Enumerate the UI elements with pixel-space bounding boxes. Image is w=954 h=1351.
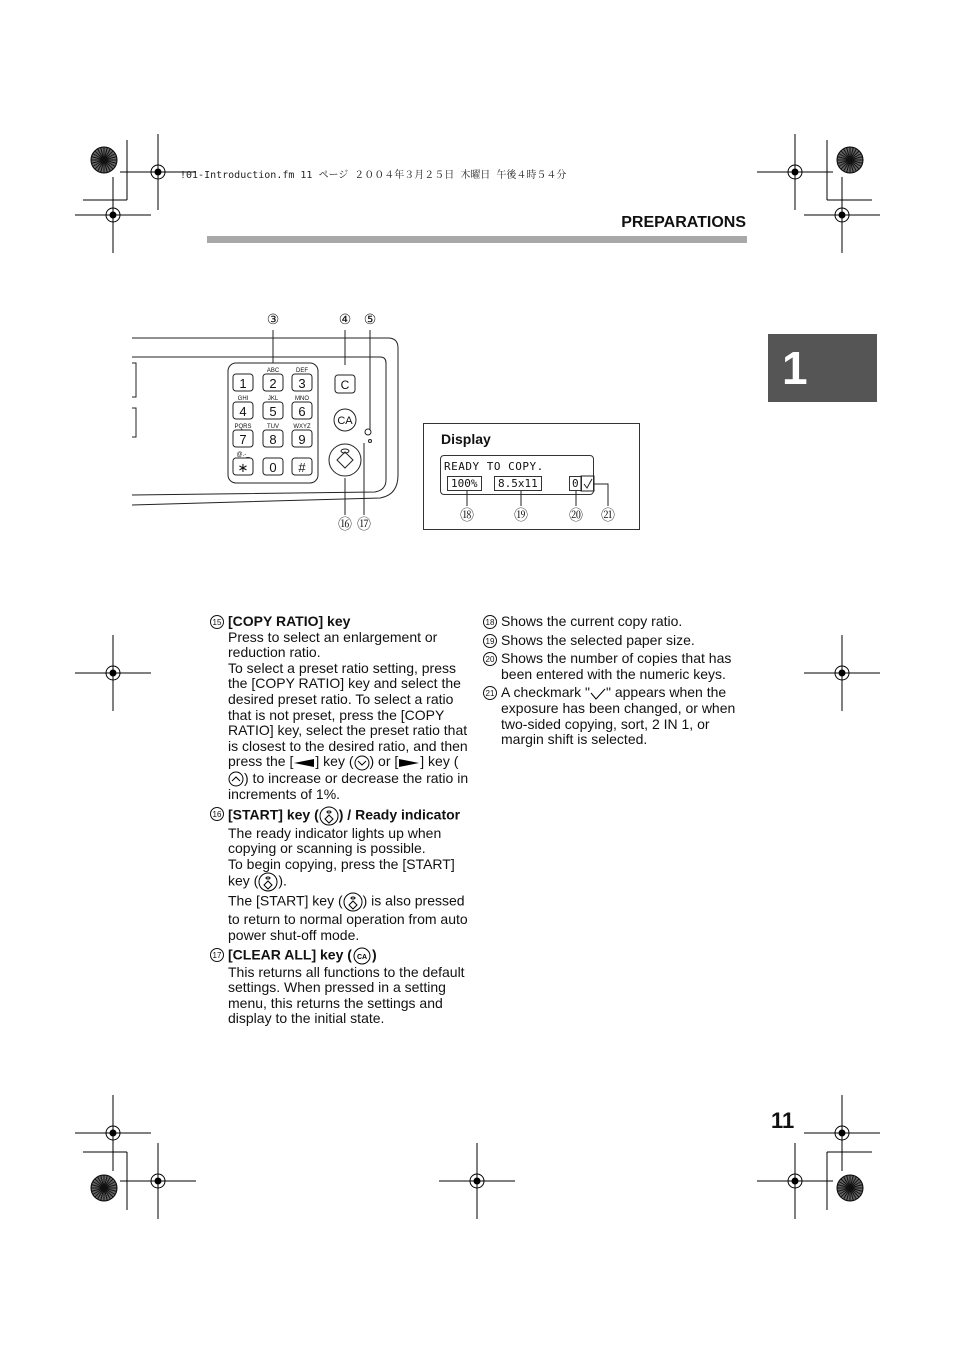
- lcd-copies: 0: [569, 476, 582, 491]
- item-text: Shows the selected paper size.: [501, 631, 695, 648]
- keypad-letters: MNO: [295, 396, 309, 402]
- keypad-key-label: 4: [239, 404, 247, 419]
- item-text: A checkmark " " appears when the exposure has been changed, or when two-sided copying, sort, 2 IN 1, or margin shift is selected.: [501, 684, 736, 748]
- crosshair-mark: [75, 635, 151, 711]
- header-rule: [207, 236, 747, 243]
- callout-18: ⑱: [460, 507, 474, 523]
- clear-all-key: CA: [337, 415, 353, 427]
- item-number: 21: [483, 686, 497, 700]
- item-text: To select a preset ratio setting, press the [COPY RATIO] key and select the desired preset ratio. To select a ratio that is not preset, press the [COPY RATIO] key, select the preset ratio that is closest to the desired ratio, and then press the [ ] key ( ) or [ ] key () to increase or decrease the ratio in increments of 1%.: [228, 659, 469, 802]
- item-ratio-display: [483, 614, 738, 630]
- crosshair-mark: [804, 635, 880, 711]
- print-header: !01-Introduction.fm 11 ページ ２００４年３月２５日 木曜日 午後４時５４分: [180, 170, 567, 181]
- keypad-key-label: 2: [269, 376, 277, 391]
- item-number: 20: [483, 652, 497, 666]
- crosshair-mark: [757, 1143, 833, 1219]
- callout-5: ⑤: [363, 311, 377, 327]
- callout-4: ④: [338, 311, 352, 327]
- keypad-key-label: ∗: [237, 460, 249, 475]
- rosette-mark: [837, 147, 863, 173]
- keypad-key-label: 6: [298, 404, 306, 419]
- callout-20: ⑳: [569, 507, 583, 523]
- item-checkmark-display: [483, 685, 738, 747]
- keypad-key-label: 7: [239, 432, 247, 447]
- svg-text:CA: CA: [356, 953, 367, 961]
- keypad-letters: @.-_: [236, 452, 250, 458]
- callout-19: ⑲: [514, 507, 528, 523]
- keypad-letters: ABC: [266, 368, 280, 374]
- item-number: 19: [483, 634, 497, 648]
- description-right-column: [483, 614, 738, 751]
- item-text: Press to select an enlargement or reduction ratio.: [228, 628, 438, 661]
- crosshair-mark: [75, 177, 151, 253]
- item-copies-display: [483, 651, 738, 682]
- checkmark-icon: [590, 688, 606, 700]
- item-text: To begin copying, press the [START] key ( ).: [228, 857, 472, 893]
- keypad-letters: PQRS: [234, 424, 252, 430]
- item-text: This returns all functions to the default settings. When pressed in a setting menu, this returns the settings and display to the initial state.: [228, 963, 465, 1027]
- keypad-key-label: 5: [269, 404, 277, 419]
- keypad-key-label: 1: [239, 376, 247, 391]
- callout-21: ㉑: [601, 507, 615, 523]
- item-number: 15: [210, 615, 224, 629]
- item-number: 16: [210, 807, 224, 821]
- item-text: The ready indicator lights up when copying or scanning is possible.: [228, 824, 442, 857]
- lcd-ratio: 100%: [447, 476, 482, 491]
- keypad-key-label: #: [298, 460, 306, 475]
- start-key-icon: [258, 872, 278, 892]
- crosshair-mark: [804, 177, 880, 253]
- section-title: PREPARATIONS: [621, 214, 746, 231]
- crosshair-mark: [757, 134, 833, 210]
- up-chevron-key-icon: [228, 771, 244, 787]
- callout-3: ③: [266, 311, 280, 327]
- description-left-column: [210, 614, 472, 1030]
- left-arrow-icon: [293, 758, 315, 768]
- clear-key: C: [340, 378, 350, 392]
- keypad-key-label: 0: [269, 460, 277, 475]
- callout-17: ⑰: [357, 516, 371, 532]
- item-text: The [START] key ( ) is also pressed to return to normal operation from auto power shut-off mode.: [228, 893, 468, 943]
- clear-all-key-icon: [352, 947, 372, 965]
- display-callouts: [440, 474, 660, 534]
- display-title: Display: [441, 431, 491, 447]
- crosshair-mark: [120, 1143, 196, 1219]
- item-clear-all-key: [210, 947, 472, 1027]
- crosshair-mark: [439, 1143, 515, 1219]
- keypad-letters: TUV: [267, 424, 279, 430]
- item-number: 17: [210, 948, 224, 962]
- item-text: Shows the number of copies that has been entered with the numeric keys.: [501, 650, 732, 682]
- crosshair-mark: [804, 1095, 880, 1171]
- item-title: [START] key ( ) / Ready indicator: [228, 806, 472, 826]
- item-paper-size-display: [483, 633, 738, 649]
- rosette-mark: [91, 147, 117, 173]
- item-title: [CLEAR ALL] key ( CA ): [228, 947, 472, 965]
- lcd-paper-size: 8.5x11: [494, 476, 542, 491]
- keypad-letters: JKL: [267, 396, 279, 402]
- item-title: [COPY RATIO] key: [228, 613, 351, 629]
- item-text: Shows the current copy ratio.: [501, 613, 683, 629]
- operation-panel-illustration: [130, 305, 410, 535]
- down-chevron-key-icon: [354, 755, 370, 771]
- keypad-letters: DEF: [296, 368, 308, 374]
- keypad-key-label: 9: [298, 432, 306, 447]
- rosette-mark: [837, 1175, 863, 1201]
- item-start-key: [210, 806, 472, 944]
- start-key-icon: [343, 892, 363, 912]
- page-number: 11: [771, 1108, 795, 1133]
- crosshair-mark: [75, 1095, 151, 1171]
- callout-16: ⑯: [338, 516, 352, 532]
- keypad-key-label: 8: [269, 432, 277, 447]
- keypad-letters: WXYZ: [293, 424, 311, 430]
- item-number: 18: [483, 615, 497, 629]
- right-arrow-icon: [398, 758, 420, 768]
- lcd-message: READY TO COPY.: [444, 460, 544, 473]
- keypad-letters: GHI: [237, 396, 249, 402]
- start-key-icon: [319, 806, 339, 826]
- chapter-tab: 1: [768, 334, 877, 402]
- item-copy-ratio-key: [210, 614, 472, 803]
- keypad-key-label: 3: [298, 376, 306, 391]
- rosette-mark: [91, 1175, 117, 1201]
